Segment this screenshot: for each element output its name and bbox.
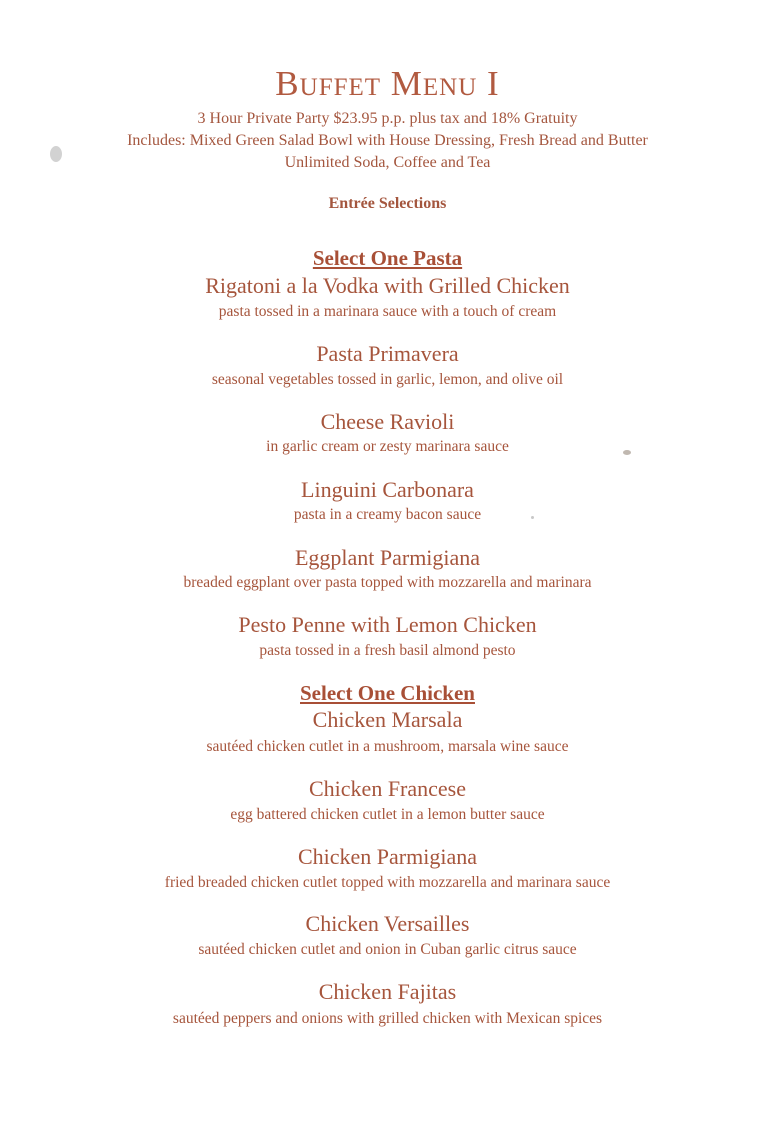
chicken-section-heading: Select One Chicken (300, 681, 475, 705)
beverages-line: Unlimited Soda, Coffee and Tea (284, 154, 491, 171)
chicken-item-desc: sautéed peppers and onions with grilled chicken with Mexican spices (172, 1010, 603, 1027)
chicken-item-desc: sautéed chicken cutlet in a mushroom, marsala wine sauce (206, 738, 569, 755)
chicken-item-name: Chicken Marsala (312, 707, 463, 732)
chicken-item-desc: sautéed chicken cutlet and onion in Cuban garlic citrus sauce (198, 941, 577, 958)
menu-title: Buffet Menu I (275, 64, 500, 103)
chicken-item-name: Chicken Parmigiana (297, 844, 477, 869)
pasta-item-desc: pasta tossed in a fresh basil almond pesto (259, 642, 516, 659)
pasta-item-name: Linguini Carbonara (301, 477, 474, 502)
party-price-line: 3 Hour Private Party $23.95 p.p. plus tax and 18% Gratuity (197, 110, 578, 127)
pasta-item-name: Cheese Ravioli (320, 409, 455, 434)
pasta-item-name: Pesto Penne with Lemon Chicken (238, 612, 537, 637)
chicken-item-name: Chicken Versailles (305, 911, 470, 936)
chicken-item-name: Chicken Francese (309, 776, 466, 801)
pasta-item-desc: seasonal vegetables tossed in garlic, lemon, and olive oil (211, 371, 564, 388)
pasta-item-desc: pasta in a creamy bacon sauce (293, 506, 482, 523)
pasta-item-desc: pasta tossed in a marinara sauce with a touch of cream (218, 303, 557, 320)
pasta-item-name: Eggplant Parmigiana (294, 545, 481, 570)
pasta-item-desc: in garlic cream or zesty marinara sauce (266, 438, 509, 455)
chicken-item-desc: egg battered chicken cutlet in a lemon butter sauce (230, 806, 545, 823)
includes-line: Includes: Mixed Green Salad Bowl with House Dressing, Fresh Bread and Butter (127, 132, 648, 149)
chicken-item-name: Chicken Fajitas (318, 979, 457, 1004)
pasta-section-heading: Select One Pasta (312, 246, 463, 270)
pasta-item-desc: breaded eggplant over pasta topped with mozzarella and marinara (183, 574, 592, 591)
pasta-item-name: Rigatoni a la Vodka with Grilled Chicken (205, 273, 570, 298)
chicken-item-desc: fried breaded chicken cutlet topped with mozzarella and marinara sauce (164, 874, 611, 891)
pasta-item-name: Pasta Primavera (316, 341, 459, 366)
entree-heading: Entrée Selections (328, 195, 447, 212)
